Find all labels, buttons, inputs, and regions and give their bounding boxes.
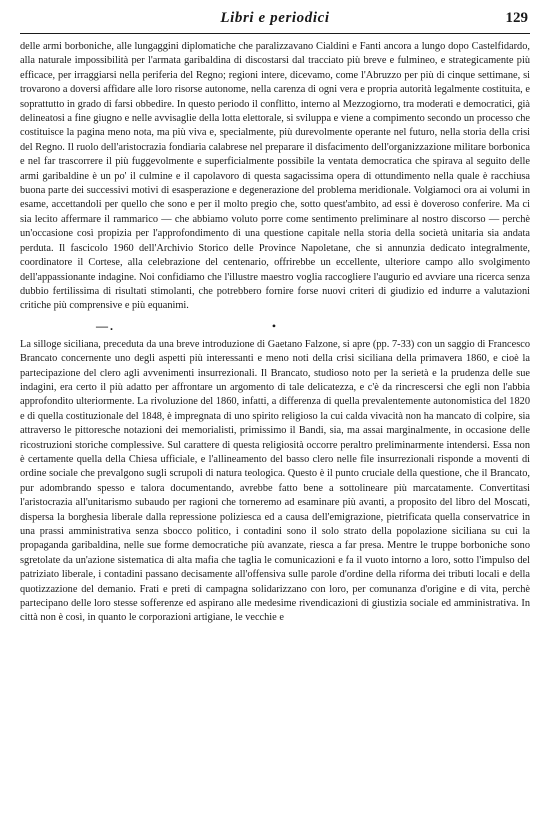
running-head [20, 8, 530, 34]
article-body [20, 40, 530, 626]
running-title: Libri e periodici [220, 10, 330, 26]
header-rule [20, 33, 530, 34]
page-number: 129 [505, 10, 528, 26]
page [20, 8, 530, 626]
section-separator [20, 320, 530, 332]
separator-ornament: • [271, 318, 279, 333]
paragraph-2: La silloge siciliana, preceduta da una breve introduzione di Gaetano Falzone, si apre (pp. 7-33) con un saggio di Francesco Brancato concernente uno degli aspetti più interessanti e meno noti della crisi siciliana della primavera 1860, e cioè la partecipazione del clero agli avvenimenti insurrezionali. Il Brancato, studioso noto per la serietà e la prudenza delle sue indagini, era certo il più adatto per affrontare un argomento di tale delicatezza, e c'è da rincrescersi che egli non l'abbia approfondito ulteriormente. La rivoluzione del 1860, infatti, a differenza di quella prevalentemente autonomistica del 1820 e di quella costituzionale del 1848, è impregnata di uno spirito religioso la cui calda vivacità non ha mancato di colpire, sia attraverso le pittoresche notazioni dei memorialisti, primissimo il Bandi, sia, ma assai marginalmente, in occasione delle ricostruzioni storiche complessive. Sul carattere di questa religiosità occorre peraltro preliminarmente intendersi. Essa non è certamente quella della Chiesa ufficiale, e l'allineamento del basso clero nelle file insurrezionali risponde a moventi di ordine sociale che prevalgono sugli scrupoli di natura teologica. Questo è il punto cruciale della questione, che il Brancato, pur adombrando spesso e talora documentando, avrebbe fatto bene a sottolineare più marcatamente. Convertitasi l'aristocrazia all'unitarismo subaudo per ragioni che torneremo ad esaminare più avanti, a proposito del libro del Moscati, dispersa la borghesia liberale dalla repressione poliziesca ed a causa dell'emigrazione, pietrificata quella conservatrice in una prassi amministrativa senza sbocco politico, i contadini sono il solo strato della popolazione siciliana su cui la propaganda garibaldina, nelle sue forme democratiche più avanzate, riesca a far presa. Mentre le truppe borboniche sono sgretolate da un'azione sistematica di alta mafia che taglia le comunicazioni e fa il vuoto intorno a loro, sotto l'impulso del patriziato liberale, i contadini passano decisamente all'offensiva sulle parole d'ordine della riforma dei tributi locali e della quotizzazione del demanio. Frati e preti di campagna solidarizzano con loro, per comunanza d'origine e di vita, perchè partecipano delle loro stesse sofferenze ed aspirano alle medesime rivendicazioni di giustizia sociale ed amministrativa. In città non è così, in quanto le corporazioni artigiane, le vecchie e [20, 338, 530, 624]
paragraph-1: delle armi borboniche, alle lungaggini diplomatiche che paralizzavano Cialdini e Fanti ancora a lungo dopo Castelfidardo, alla naturale impossibilità per l'armata garibaldina di discostarsi dal tracciato più breve e fulmineo, e strategicamente più efficace, per irraggiarsi nella periferia del Regno; regioni intere, dicevamo, come l'Abruzzo per più di cinque settimane, si trovarono a doversi affidare alle loro risorse autonome, nella carenza di ogni vera e propria autorità legalmente costituita, e soprattutto in grado di farsi obbedire. In questo periodo il conflitto, interno al Mezzogiorno, tra moderati e democratici, già delineatosi a fine giugno e nelle avvisaglie della lotta elettorale, si sviluppa e viene a compimento secondo un processo che costituisce la pagina meno nota, ma più viva e, specialmente, più durevolmente operante nel futuro, nella storia della crisi del Regno. Il ruolo dell'aristocrazia fondiaria calabrese nel preparare il disfacimento dell'organizzazione militare borbonica e nel far trascorrere il più fuggevolmente e superficialmente possibile la ventata democratica che spirava al seguito delle armi garibaldine è un po' il culmine e il capolavoro di questa sagacissima opera di ottundimento nella quale è racchiusa buona parte dei successivi motivi di esasperazione e degenerazione del problema meridionale. Volgiamoci ora ai volumi in esame, accettandoli per quello che sono e per il molto pregio che, sotto quest'ambito, ad essi è doveroso conferire. Ma ci sia lecito affermare il rammarico — che abbiamo voluto porre come sentimento preliminare al nostro discorso — perchè un'occasione così propizia per l'approfondimento di una questione capitale nella storia della società unitaria sia andata perduta. Il fascicolo 1960 dell'Archivio Storico delle Province Napoletane, che si annunzia dedicato integralmente, coordinatore il Cortese, alla celebrazione del centenario, offrirebbe un eccellente, ulteriore campo allo svolgimento dell'appassionante indagine. Noi confidiamo che l'illustre maestro voglia raccogliere l'augurio ed avviare una ricerca senza dubbio fertilissima di risultati stimolanti, che potrebbero fornire forse nuovi criteri di giudizio ed indurre a valutazioni critiche più comprensive e più equanimi. [20, 41, 530, 312]
separator-dash: —. [96, 318, 115, 333]
